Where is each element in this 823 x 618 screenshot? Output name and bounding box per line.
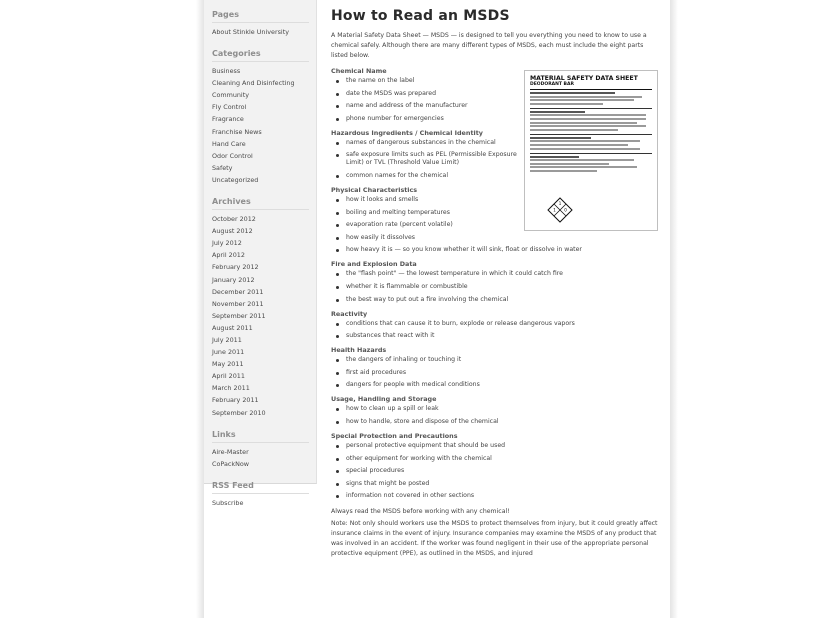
- sidebar-rss-title: RSS Feed: [212, 481, 309, 494]
- page-shadow-left: [196, 0, 204, 618]
- rss-subscribe-link[interactable]: Subscribe: [212, 498, 244, 507]
- archive-link[interactable]: July 2011: [212, 335, 242, 344]
- list-item: how to clean up a spill or leak: [331, 405, 661, 413]
- sidebar: [204, 0, 317, 507]
- blogroll-link[interactable]: Aire-Master: [212, 447, 249, 456]
- archive-link[interactable]: April 2012: [212, 251, 245, 260]
- list-item: whether it is flammable or combustible: [331, 283, 661, 291]
- list-item: phone number for emergencies: [331, 115, 661, 123]
- list-item: the dangers of inhaling or touching it: [331, 356, 661, 364]
- category-link[interactable]: Safety: [212, 163, 233, 172]
- sidebar-links: [212, 430, 316, 470]
- archive-link[interactable]: July 2012: [212, 239, 242, 248]
- list-item: date the MSDS was prepared: [331, 90, 661, 98]
- section-health-hazards: [331, 346, 661, 389]
- archive-link[interactable]: November 2011: [212, 299, 264, 308]
- archive-link[interactable]: June 2011: [212, 348, 245, 357]
- list-item: special procedures: [331, 467, 661, 475]
- section-fire-explosion: [331, 260, 661, 303]
- list-item: boiling and melting temperatures: [331, 209, 661, 217]
- section-heading: Reactivity: [331, 309, 368, 318]
- sidebar-archives: [212, 197, 316, 419]
- category-link[interactable]: Fly Control: [212, 103, 247, 112]
- closing-statement: Always read the MSDS before working with any chemical!: [331, 508, 510, 516]
- insurance-note: Note: Not only should workers use the MSDS to protect themselves from injury, but it could greatly affect insurance claims in the event of injury. Insurance companies may examine the MSDS of any product that was involved in an accident. If the worker was found negligent in their use of the appropriate personal protective equipment (PPE), as outlined in the MSDS, and injured: [331, 520, 658, 558]
- section-heading: Chemical Name: [331, 67, 387, 75]
- category-link[interactable]: Odor Control: [212, 151, 253, 160]
- sidebar-categories-title: Categories: [212, 49, 309, 62]
- archive-link[interactable]: May 2011: [212, 360, 244, 369]
- list-item: signs that might be posted: [331, 480, 661, 488]
- article: [331, 8, 661, 559]
- section-physical-characteristics: [331, 186, 661, 254]
- svg-text:1: 1: [558, 201, 562, 206]
- section-special-protection: [331, 432, 661, 500]
- list-item: personal protective equipment that should be used: [331, 442, 661, 450]
- list-item: how easily it dissolves: [331, 234, 661, 242]
- archive-link[interactable]: October 2012: [212, 215, 256, 224]
- sidebar-pages-title: Pages: [212, 10, 309, 23]
- sidebar-pages: [212, 10, 316, 38]
- section-heading: Fire and Explosion Data: [331, 260, 417, 269]
- page-title: How to Read an MSDS: [331, 8, 510, 24]
- page-shadow-right: [670, 0, 678, 618]
- section-hazardous-ingredients: [331, 129, 661, 180]
- section-usage-handling: [331, 395, 661, 426]
- list-item: information not covered in other sections: [331, 492, 661, 500]
- list-item: other equipment for working with the chemical: [331, 455, 661, 463]
- category-link[interactable]: Uncategorized: [212, 175, 259, 184]
- list-item: dangers for people with medical conditions: [331, 381, 661, 389]
- section-heading: Physical Characteristics: [331, 185, 418, 194]
- list-item: substances that react with it: [331, 332, 661, 340]
- list-item: name and address of the manufacturer: [331, 102, 661, 110]
- section-reactivity: [331, 310, 661, 341]
- sidebar-rss: [212, 481, 316, 509]
- article-intro: A Material Safety Data Sheet — MSDS — is designed to tell you everything you need to know to use a chemical safely. Although there are many different types of MSDS, each must include the eight parts listed below.: [331, 32, 647, 59]
- archive-link[interactable]: February 2012: [212, 263, 259, 272]
- archive-link[interactable]: August 2011: [212, 323, 253, 332]
- sidebar-categories: [212, 49, 316, 186]
- section-heading: Health Hazards: [331, 346, 387, 355]
- svg-text:0: 0: [564, 207, 567, 213]
- list-item: how it looks and smells: [331, 196, 661, 204]
- sidebar-links-title: Links: [212, 430, 309, 443]
- category-link[interactable]: Franchise News: [212, 127, 262, 136]
- sidebar-link-about[interactable]: About Stinkle University: [212, 28, 289, 36]
- msds-image-subtitle: DEODORANT BAR: [530, 82, 652, 90]
- archive-link[interactable]: September 2010: [212, 408, 266, 417]
- section-heading: Hazardous Ingredients / Chemical Identity: [331, 128, 483, 137]
- blogroll-link[interactable]: CoPackNow: [212, 459, 249, 468]
- category-link[interactable]: Business: [212, 67, 241, 76]
- list-item: names of dangerous substances in the chemical: [331, 139, 521, 147]
- list-item: conditions that can cause it to burn, explode or release dangerous vapors: [331, 320, 661, 328]
- list-item: evaporation rate (percent volatile): [331, 221, 661, 229]
- category-link[interactable]: Fragrance: [212, 115, 244, 124]
- svg-text:1: 1: [553, 207, 556, 213]
- archive-link[interactable]: February 2011: [212, 396, 259, 405]
- category-link[interactable]: Cleaning And Disinfecting: [212, 79, 295, 88]
- category-link[interactable]: Community: [212, 91, 249, 100]
- list-item: how heavy it is — so you know whether it will sink, float or dissolve in water: [331, 246, 661, 254]
- list-item: the "flash point" — the lowest temperature in which it could catch fire: [331, 270, 661, 278]
- list-item: common names for the chemical: [331, 172, 521, 180]
- archive-link[interactable]: August 2012: [212, 227, 253, 236]
- archive-link[interactable]: December 2011: [212, 287, 264, 296]
- section-heading: Usage, Handling and Storage: [331, 395, 437, 404]
- category-link[interactable]: Hand Care: [212, 139, 246, 148]
- sidebar-archives-title: Archives: [212, 197, 309, 210]
- list-item: safe exposure limits such as PEL (Permissible Exposure Limit) or TVL (Threshold Value Limit): [331, 151, 521, 167]
- msds-image-title: MATERIAL SAFETY DATA SHEET: [530, 75, 638, 82]
- archive-link[interactable]: September 2011: [212, 311, 266, 320]
- archive-link[interactable]: March 2011: [212, 384, 250, 393]
- section-chemical-name: [331, 67, 661, 123]
- archive-link[interactable]: April 2011: [212, 372, 245, 381]
- list-item: how to handle, store and dispose of the chemical: [331, 418, 661, 426]
- archive-link[interactable]: January 2012: [212, 275, 255, 284]
- page-container: [204, 0, 670, 618]
- list-item: the name on the label: [331, 77, 661, 85]
- list-item: first aid procedures: [331, 369, 661, 377]
- list-item: the best way to put out a fire involving the chemical: [331, 296, 661, 304]
- section-heading: Special Protection and Precautions: [331, 431, 458, 440]
